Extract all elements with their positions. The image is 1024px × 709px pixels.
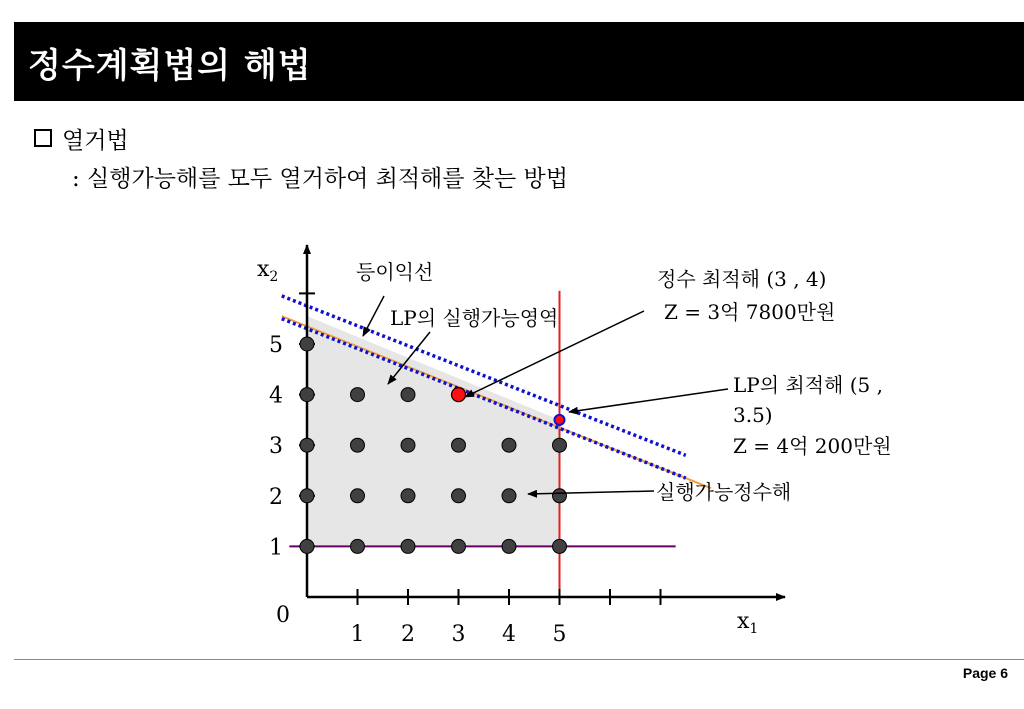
x-tick-label: 2 bbox=[401, 622, 415, 647]
feasible-point bbox=[300, 438, 314, 452]
feasible-point bbox=[452, 539, 466, 553]
y-tick-label: 4 bbox=[269, 383, 283, 409]
footer-divider bbox=[14, 659, 1024, 660]
feasible-integer-label: 실행가능정수해 bbox=[656, 480, 792, 504]
x-tick-label: 5 bbox=[552, 622, 567, 647]
lp-region-label: LP의 실행가능영역 bbox=[390, 306, 559, 330]
feasible-point bbox=[300, 388, 314, 402]
feasible-point bbox=[401, 388, 415, 402]
lp-optimum-point bbox=[555, 415, 565, 425]
integer-optimum-value: Z = 3억 7800만원 bbox=[664, 300, 836, 324]
y-tick-label: 1 bbox=[269, 535, 283, 561]
bullet-label: 열거법 bbox=[62, 128, 129, 154]
y-tick-label: 5 bbox=[269, 333, 283, 358]
lp-optimum-label: LP의 최적해 (5 , bbox=[733, 373, 883, 397]
origin-label: 0 bbox=[276, 603, 290, 628]
feasible-point bbox=[553, 489, 567, 503]
y-axis-label: $x_2$ bbox=[257, 257, 279, 285]
feasible-point bbox=[351, 539, 365, 553]
x-tick-label: 1 bbox=[350, 622, 365, 647]
feasible-point bbox=[452, 489, 466, 503]
feasible-point bbox=[502, 539, 516, 553]
lp-optimum-arrow bbox=[569, 389, 728, 412]
feasible-point bbox=[401, 489, 415, 503]
page-number: Page 6 bbox=[962, 665, 1008, 681]
isoprofit-label: 등이익선 bbox=[356, 260, 434, 284]
feasible-point bbox=[553, 539, 567, 553]
feasible-point bbox=[401, 438, 415, 452]
description-text: : 실행가능해를 모두 열거하여 최적해를 찾는 방법 bbox=[72, 166, 568, 192]
feasible-point bbox=[300, 337, 314, 351]
feasible-point bbox=[300, 539, 314, 553]
feasible-point bbox=[351, 388, 365, 402]
integer-optimum-point bbox=[452, 388, 466, 402]
integer-optimum-label: 정수 최적해 (3 , 4) bbox=[657, 267, 827, 291]
isoprofit-arrow bbox=[363, 296, 384, 336]
x-axis-label: $x_1$ bbox=[737, 609, 759, 637]
page-title: 정수계획법의 해법 bbox=[28, 46, 312, 86]
feasible-point bbox=[351, 489, 365, 503]
feasible-point bbox=[502, 438, 516, 452]
feasible-point bbox=[502, 489, 516, 503]
lp-optimum-value: Z = 4억 200만원 bbox=[733, 434, 892, 458]
lp-optimum-label-cont: 3.5) bbox=[733, 403, 773, 427]
feasible-point bbox=[351, 438, 365, 452]
feasible-point bbox=[300, 489, 314, 503]
feasible-point bbox=[452, 438, 466, 452]
feasible-point bbox=[401, 539, 415, 553]
feasible-region bbox=[307, 316, 560, 546]
x-tick-label: 4 bbox=[502, 622, 516, 647]
y-tick-label: 3 bbox=[269, 434, 283, 460]
feasible-point bbox=[553, 438, 567, 452]
x-tick-label: 3 bbox=[451, 622, 466, 647]
y-tick-label: 2 bbox=[269, 484, 283, 510]
